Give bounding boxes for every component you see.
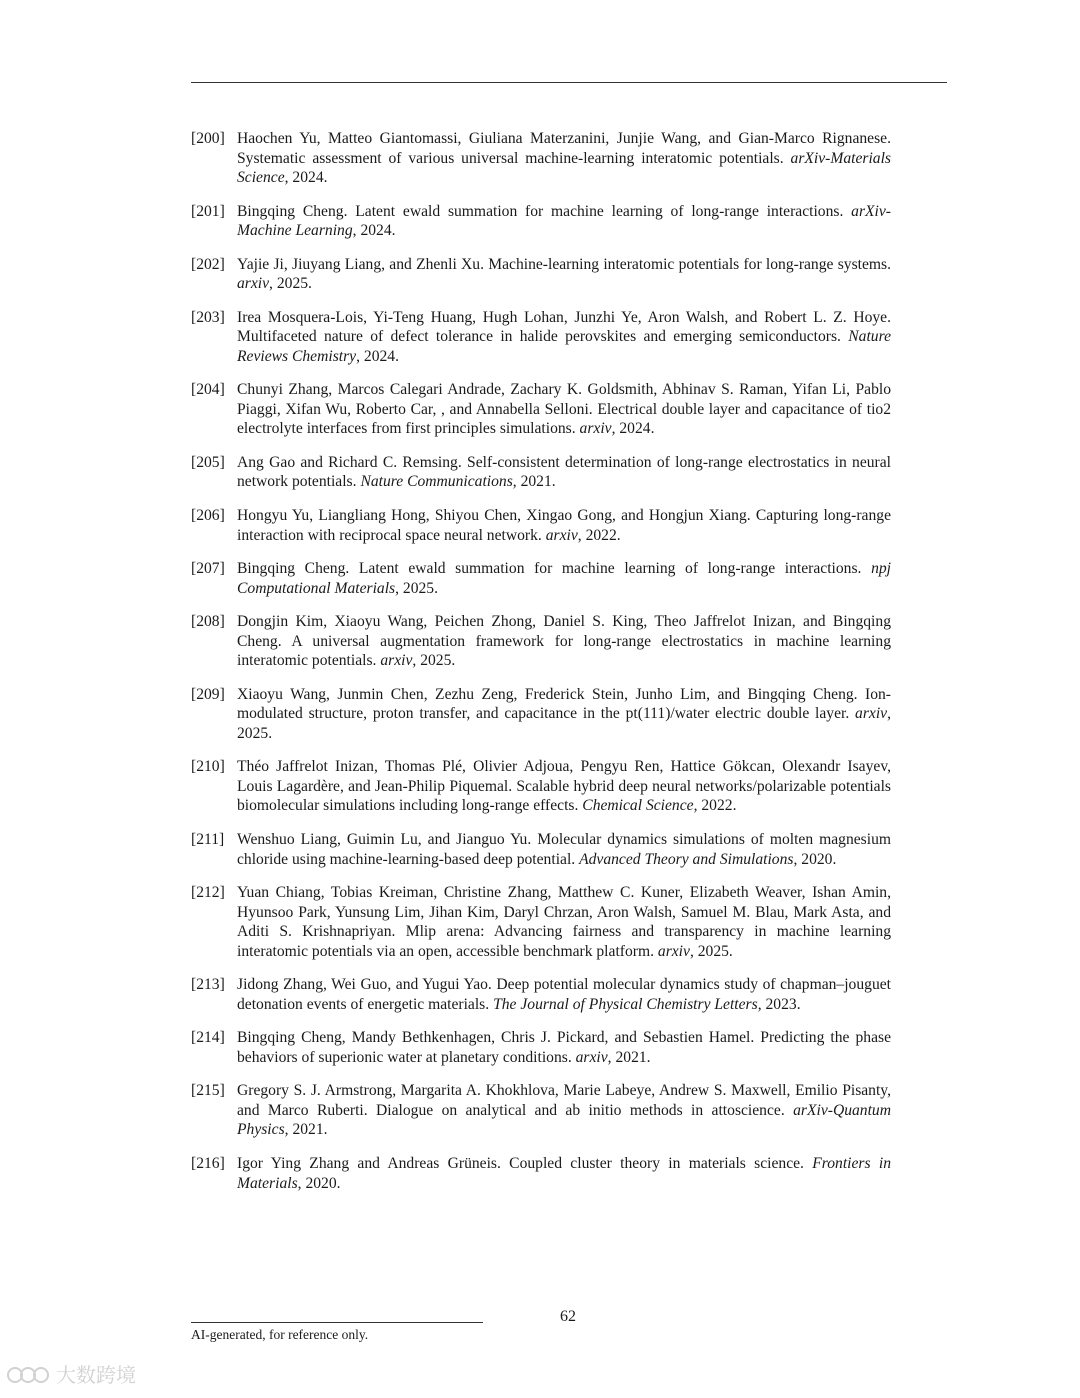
reference-venue: Chemical Science (582, 797, 694, 815)
reference-authors-title: Dongjin Kim, Xiaoyu Wang, Peichen Zhong, Daniel S. King, Theo Jaffrelot Inizan, and Bingqing Cheng. A universal augmentation framework for long-range electrostatics in machine learning interatomic potentials. (237, 613, 891, 670)
reference-item (191, 559, 891, 598)
reference-authors-title: Yajie Ji, Jiuyang Liang, and Zhenli Xu. Machine-learning interatomic potentials for long-range systems. (237, 255, 891, 273)
reference-venue: npj Computational Materials (237, 560, 891, 597)
reference-item (191, 975, 891, 1014)
reference-text (237, 1154, 891, 1193)
reference-year: , 2024. (352, 222, 396, 240)
reference-authors-title: Bingqing Cheng. Latent ewald summation for machine learning of long-range interactions. (237, 560, 872, 578)
reference-year: , 2020. (793, 850, 837, 868)
reference-authors-title: Gregory S. J. Armstrong, Margarita A. Khokhlova, Marie Labeye, Andrew S. Maxwell, Emilio Pisanty, and Marco Ruberti. Dialogue on analytical and ab initio methods in attoscience. (237, 1082, 891, 1119)
reference-text (237, 830, 891, 869)
reference-venue: arxiv (237, 275, 270, 293)
reference-venue: Nature Communications (360, 473, 513, 491)
reference-number: [216] (191, 1155, 225, 1172)
reference-year: , 2021. (284, 1121, 328, 1139)
watermark-text: 大数跨境 (56, 1363, 136, 1387)
reference-item (191, 1028, 891, 1067)
reference-authors-title: Bingqing Cheng, Mandy Bethkenhagen, Chris J. Pickard, and Sebastien Hamel. Predicting the phase behaviors of superionic water at planetary conditions. (237, 1029, 891, 1066)
reference-year: , 2025. (689, 942, 733, 960)
reference-number: [206] (191, 507, 225, 525)
reference-venue: arxiv (657, 942, 690, 960)
reference-text (237, 559, 891, 598)
reference-number: [201] (191, 202, 225, 220)
reference-number: [207] (191, 560, 225, 578)
reference-venue: arxiv (855, 705, 888, 723)
reference-number: [203] (191, 308, 225, 326)
reference-year: , 2021. (512, 473, 556, 491)
reference-authors-title: Wenshuo Liang, Guimin Lu, and Jianguo Yu. Molecular dynamics simulations of molten magnesium chloride using machine-learning-based deep potential. (237, 831, 891, 868)
reference-venue: arxiv (579, 420, 612, 438)
reference-year: , 2024. (611, 420, 655, 438)
reference-year: , 2025. (237, 705, 891, 742)
reference-item (191, 757, 891, 816)
page-number: 62 (560, 1308, 576, 1325)
header-rule (191, 82, 947, 83)
reference-item (191, 1081, 891, 1140)
reference-authors-title: Ang Gao and Richard C. Remsing. Self-consistent determination of long-range electrostatics in neural network potentials. (237, 453, 891, 491)
reference-authors-title: Irea Mosquera-Lois, Yi-Teng Huang, Hugh Lohan, Junzhi Ye, Aron Walsh, and Robert L. Z. Hoye. Multifaceted nature of defect tolerance in halide perovskites and emerging semiconductors. (237, 308, 891, 346)
reference-item (191, 129, 891, 188)
reference-item (191, 255, 891, 294)
reference-text (237, 685, 891, 744)
reference-item (191, 883, 891, 961)
reference-venue: arxiv (575, 1048, 608, 1066)
reference-item (191, 1154, 891, 1193)
reference-text (237, 757, 891, 816)
reference-item (191, 453, 891, 492)
reference-item (191, 506, 891, 545)
reference-venue: arXiv-Materials Science (237, 149, 891, 186)
reference-authors-title: Xiaoyu Wang, Junmin Chen, Zezhu Zeng, Frederick Stein, Junho Lim, and Bingqing Cheng. Ion-modulated structure, proton transfer, and capacitance in the pt(111)/water electric double layer. (237, 685, 891, 723)
reference-venue: arxiv (545, 526, 578, 544)
reference-year: , 2024. (284, 169, 328, 186)
reference-number: [210] (191, 758, 225, 776)
reference-year: , 2025. (395, 579, 438, 597)
reference-text (237, 453, 891, 492)
reference-number: [204] (191, 381, 225, 399)
reference-item (191, 612, 891, 671)
reference-authors-title: Bingqing Cheng. Latent ewald summation for machine learning of long-range interactions. (237, 202, 852, 220)
reference-text (237, 129, 891, 188)
reference-number: [214] (191, 1029, 225, 1047)
reference-venue: arXiv-Machine Learning (237, 202, 891, 240)
reference-text (237, 1028, 891, 1067)
reference-number: [215] (191, 1082, 225, 1100)
reference-venue: The Journal of Physical Chemistry Letters (493, 995, 758, 1013)
reference-venue: Frontiers in Materials (237, 1155, 891, 1192)
reference-authors-title: Théo Jaffrelot Inizan, Thomas Plé, Olivier Adjoua, Pengyu Ren, Hattice Gökcan, Olexandr Isayev, Louis Lagardère, and Jean-Philip Piquemal. Scalable hybrid deep neural networks/polarizable potentials biomolecular simulations including long-range effects. (237, 758, 891, 815)
reference-number: [213] (191, 976, 225, 994)
reference-text (237, 255, 891, 294)
reference-number: [205] (191, 453, 225, 471)
reference-item (191, 830, 891, 869)
reference-year: , 2021. (607, 1048, 651, 1066)
reference-authors-title: Hongyu Yu, Liangliang Hong, Shiyou Chen, Xingao Gong, and Hongjun Xiang. Capturing long-range interaction with reciprocal space neural network. (237, 507, 891, 544)
reference-venue: Advanced Theory and Simulations (579, 850, 794, 868)
reference-item (191, 202, 891, 241)
reference-authors-title: Chunyi Zhang, Marcos Calegari Andrade, Zachary K. Goldsmith, Abhinav S. Raman, Yifan Li, Pablo Piaggi, Xifan Wu, Roberto Car, , and Annabella Selloni. Electrical double layer and capacitance of tio2 electrolyte interfaces from first principles simulations. (237, 381, 891, 438)
reference-year: , 2024. (356, 347, 399, 365)
reference-text (237, 308, 891, 367)
reference-number: [212] (191, 884, 225, 902)
reference-venue: Nature Reviews Chemistry (237, 328, 891, 365)
reference-text (237, 202, 891, 241)
reference-year: , 2025. (269, 275, 312, 293)
reference-number: [200] (191, 130, 225, 147)
reference-text (237, 975, 891, 1014)
reference-authors-title: Yuan Chiang, Tobias Kreiman, Christine Zhang, Matthew C. Kuner, Elizabeth Weaver, Ishan Amin, Hyunsoo Park, Yunsung Lim, Jihan Kim, Daryl Chrzan, Aron Walsh, Samuel M. Blau, Mark Asta, and Aditi S. Krishnapriyan. Mlip arena: Advancing fairness and transparency in machine learning interatomic potentials via an open, accessible benchmark platform. (237, 884, 891, 960)
ai-generated-footnote: AI-generated, for reference only. (191, 1327, 369, 1342)
reference-list (191, 129, 891, 1207)
reference-year: , 2020. (297, 1174, 341, 1192)
reference-item (191, 380, 891, 439)
reference-number: [209] (191, 685, 225, 703)
reference-authors-title: Jidong Zhang, Wei Guo, and Yugui Yao. Deep potential molecular dynamics study of chapman–jouguet detonation events of energetic materials. (237, 976, 891, 1013)
reference-number: [208] (191, 613, 225, 631)
reference-item (191, 685, 891, 744)
footnote-rule (191, 1322, 483, 1323)
reference-authors-title: Haochen Yu, Matteo Giantomassi, Giuliana Materzanini, Junjie Wang, and Gian-Marco Rignanese. Systematic assessment of various universal machine-learning interatomic potentials. (237, 130, 891, 167)
reference-item (191, 308, 891, 367)
reference-text (237, 883, 891, 961)
reference-year: , 2025. (412, 652, 456, 670)
reference-authors-title: Igor Ying Zhang and Andreas Grüneis. Coupled cluster theory in materials science. (237, 1155, 813, 1172)
reference-text (237, 612, 891, 671)
reference-venue: arxiv (380, 652, 413, 670)
watermark-logo-icon (6, 1362, 50, 1388)
reference-year: , 2022. (577, 526, 621, 544)
reference-venue: arXiv-Quantum Physics (237, 1101, 891, 1139)
reference-text (237, 380, 891, 439)
reference-text (237, 1081, 891, 1140)
reference-text (237, 506, 891, 545)
reference-year: , 2023. (757, 995, 801, 1013)
reference-number: [202] (191, 255, 225, 273)
reference-number: [211] (191, 831, 225, 849)
watermark (6, 1362, 136, 1388)
reference-year: , 2022. (693, 797, 737, 815)
